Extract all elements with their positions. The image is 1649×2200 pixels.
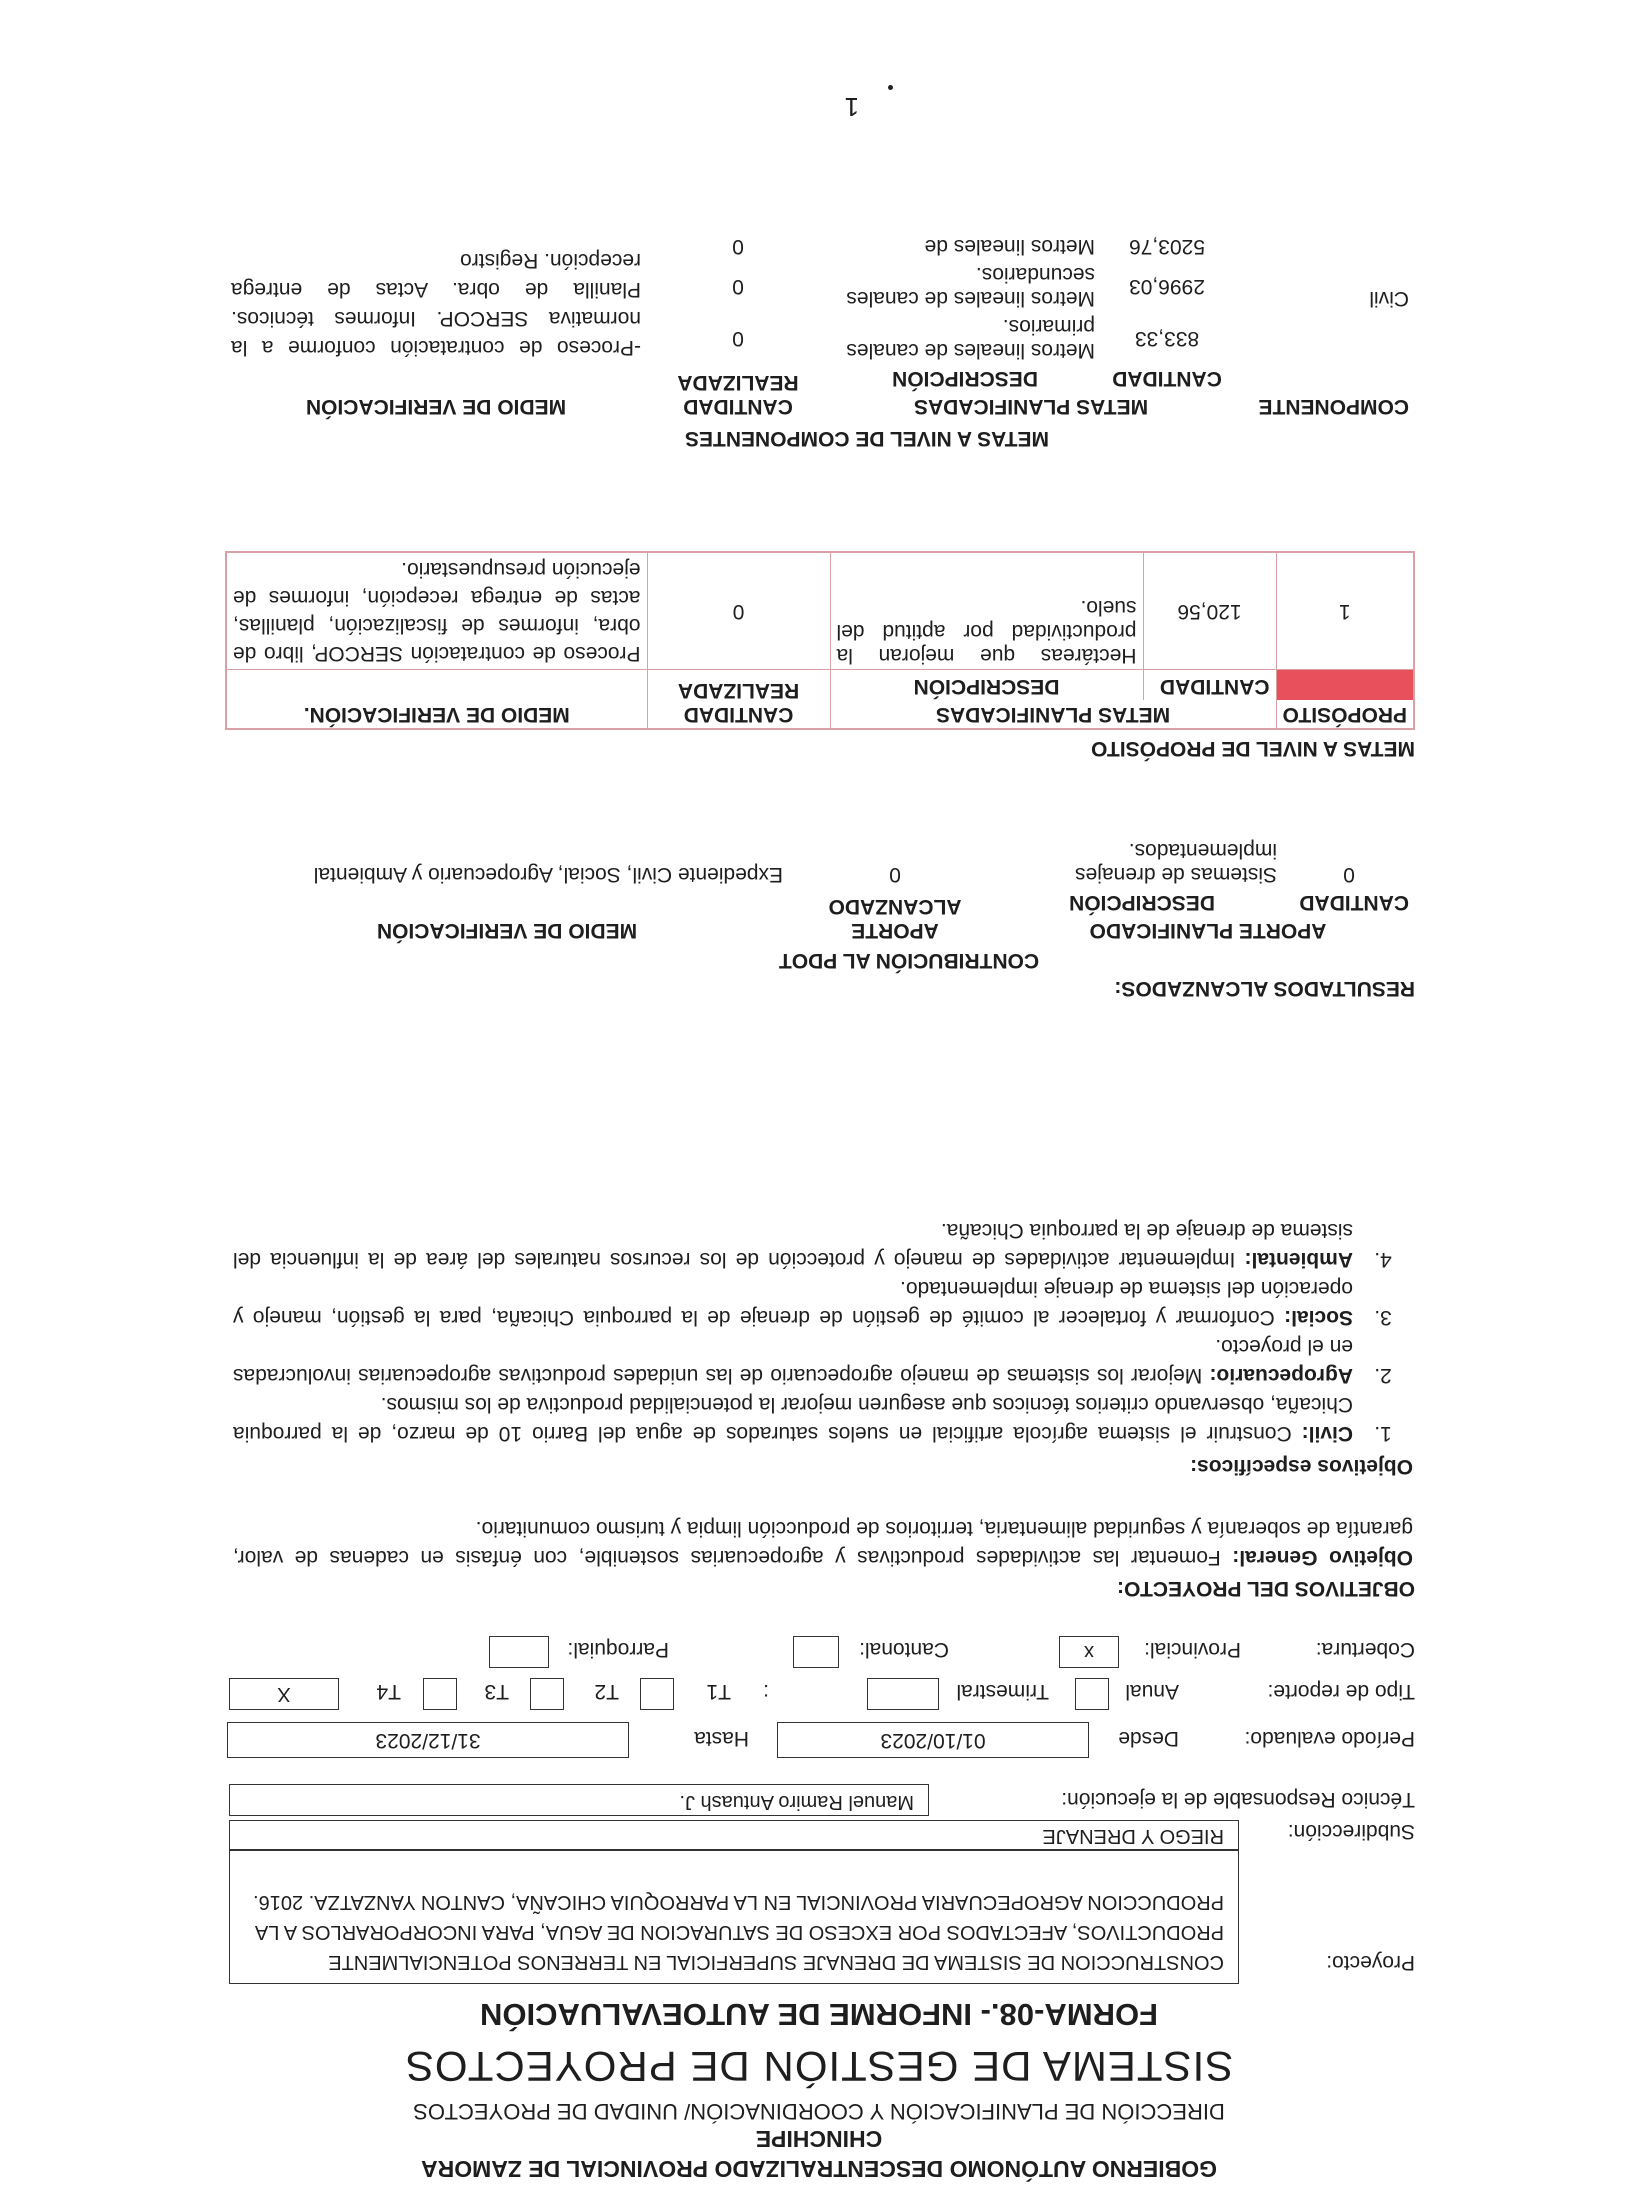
objetivos-title: OBJETIVOS DEL PROYECTO: [1117, 1577, 1415, 1600]
resultados-alcanzado: 0 [889, 863, 901, 886]
parroquial-checkbox[interactable] [489, 1636, 549, 1668]
componentes-table [225, 232, 1415, 420]
desde-label: Desde [1118, 1727, 1179, 1750]
cobertura-label: Cobertura: [1315, 1638, 1415, 1661]
resultados-table [225, 836, 1415, 944]
subdireccion-value: RIEGO Y DRENAJE [229, 1820, 1239, 1850]
proposito-medio-header: MEDIO DE VERIFICACIÓN. [303, 703, 570, 726]
org-title-2: CHINCHIPE [755, 2126, 883, 2152]
componente-realizada: 0 [732, 275, 744, 298]
objetivo-text [233, 1390, 1353, 1448]
proposito-descripcion: Hectáreas que mejoran la productividad por aptitud del suelo. [830, 552, 1143, 670]
aporte-alcanzado-header: APORTE ALCANZADO [828, 895, 962, 942]
objetivo-text [233, 1274, 1353, 1332]
objetivo-body: Mejorar los sistemas de manejo agropecuario de las unidades productivas agropecuarias involucradas en el proyecto. [233, 1335, 1353, 1387]
componente-cantidad: 2996,03 [1129, 275, 1205, 298]
t1-checkbox[interactable] [640, 1678, 674, 1710]
tipo-label: Tipo de reporte: [1267, 1680, 1415, 1703]
hasta-label: Hasta [694, 1727, 749, 1750]
hasta-field[interactable]: 31/12/2023 [227, 1722, 629, 1758]
anual-label: Anual [1125, 1680, 1179, 1703]
objetivos-especificos-label: Objetivos específicos: [1190, 1455, 1413, 1478]
page-number: 1 [844, 92, 859, 122]
cantonal-checkbox[interactable] [793, 1636, 839, 1668]
objetivo-especifico-item [233, 1216, 1413, 1274]
table-row [225, 312, 1415, 364]
tecnico-label: Técnico Responsable de la ejecución: [1061, 1788, 1415, 1811]
trimestral-label: Trimestral [956, 1680, 1049, 1703]
componentes-realizada-header: CANTIDAD REALIZADA [677, 371, 799, 418]
componente-descripcion: Metros lineales de canales secundarios. [846, 263, 1095, 310]
objetivo-num: 1. [1374, 1422, 1392, 1445]
t4-checkbox[interactable]: X [229, 1678, 339, 1710]
objetivo-body: Construir el sistema agrícola artificial en suelos saturados de agua del Barrio 10 de marzo, de la parroquia Chicaña, observando criterios técnicos que aseguren mejorar la potencialidad productiva de los mismos. [233, 1393, 1353, 1445]
anual-checkbox[interactable] [1075, 1678, 1109, 1710]
proposito-cantidad: 120,56 [1143, 552, 1276, 670]
scan-dot [888, 85, 893, 90]
componente-realizada: 0 [732, 235, 744, 258]
componentes-metas-header: METAS PLANIFICADAS [913, 395, 1149, 418]
componente-name: Civil [1369, 287, 1409, 310]
objetivo-label: Civil: [1301, 1422, 1353, 1445]
objetivo-label: Social: [1284, 1306, 1353, 1329]
proposito-realizada: 0 [647, 552, 830, 670]
resultados-descripcion: Sistemas de drenajes implementados. [1075, 839, 1277, 886]
trimestral-checkbox[interactable] [867, 1678, 939, 1710]
proposito-metas-header: METAS PLANIFICADAS [830, 700, 1276, 729]
cantonal-label: Cantonal: [859, 1638, 949, 1661]
proposito-header: PROPÓSITO [1276, 700, 1414, 729]
componentes-descripcion-header: DESCRIPCIÓN [892, 367, 1038, 390]
parroquial-label: Parroquial: [567, 1638, 669, 1661]
objetivo-especifico-item [233, 1274, 1413, 1332]
componente-header: COMPONENTE [1258, 395, 1409, 418]
form-title: FORMA-08.- INFORME DE AUTOEVALUACIÓN [480, 1997, 1158, 2032]
objetivo-label: Agropecuario: [1209, 1364, 1353, 1387]
proposito-highlight [1276, 670, 1414, 701]
componente-medio: -Proceso de contratación conforme a la normativa SERCOP. Informes técnicos. Planilla de obra. Actas de entrega recepción. Registro [231, 249, 641, 359]
objetivo-text [233, 1216, 1353, 1274]
system-title: SISTEMA DE GESTIÓN DE PROYECTOS [404, 2043, 1234, 2090]
project-value: CONSTRUCCION DE SISTEMA DE DRENAJE SUPERFICIAL EN TERRENOS POTENCIALMENTE PRODUCTIVOS, AFECTADOS POR EXCESO DE SATURACION DE AGUA, PARA INCORPORARLOS A LA PRODUCCION AGROPECUARIA PROVINCIAL EN LA PARROQUIA CHICAÑA, CANTON YANZATZA. 2016. [229, 1850, 1239, 1984]
componentes-cantidad-header: CANTIDAD [1112, 367, 1222, 390]
proposito-descripcion-header: DESCRIPCIÓN [830, 670, 1143, 701]
objetivo-especifico-item [233, 1332, 1413, 1390]
objetivo-num: 2. [1374, 1364, 1392, 1387]
objetivo-text [233, 1332, 1353, 1390]
t1-label: T1 [706, 1680, 731, 1703]
componentes-title: METAS A NIVEL DE COMPONENTES [684, 427, 1049, 450]
componente-realizada: 0 [732, 327, 744, 350]
objetivo-especifico-item [233, 1390, 1413, 1448]
provincial-checkbox[interactable]: x [1059, 1636, 1119, 1668]
t2-label: T2 [594, 1680, 619, 1703]
subdireccion-label: Subdirección: [1287, 1820, 1415, 1843]
proposito-title: METAS A NIVEL DE PROPÓSITO [1091, 737, 1415, 760]
componente-cantidad: 833,33 [1134, 327, 1200, 350]
resultados-medio-header: MEDIO DE VERIFICACIÓN [376, 919, 638, 942]
objetivo-general-text: Fomentar las actividades productivas y agropecuarias sostenible, con énfasis en cadenas de valor, garantía de soberanía y seguridad alimentaria, territorios de producción limpia y turismo comunitario. [233, 1517, 1413, 1569]
org-title: GOBIERNO AUTÓNOMO DESCENTRALIZADO PROVINCIAL DE ZAMORA [420, 2156, 1218, 2182]
resultados-descripcion-header: DESCRIPCIÓN [1069, 891, 1215, 914]
proposito-num: 1 [1276, 552, 1414, 670]
resultados-medio: Expediente Civil, Social, Agropecuario y Ambiental [313, 863, 783, 886]
resultados-title: RESULTADOS ALCANZADOS: [1114, 977, 1415, 1000]
objetivo-body: Implementar actividades de manejo y protección de los recursos naturales del área de la influencia del sistema de drenaje de la parroquia Chicaña. [233, 1219, 1353, 1271]
t3-label: T3 [484, 1680, 509, 1703]
periodo-label: Período evaluado: [1244, 1727, 1415, 1750]
resultados-subtitle: CONTRIBUCIÓN AL PDOT [778, 949, 1040, 972]
componentes-medio-header: MEDIO DE VERIFICACIÓN [305, 395, 567, 418]
proposito-table [225, 551, 1415, 730]
project-label: Proyecto: [1326, 1951, 1415, 1974]
componente-descripcion: Metros lineales de canales primarios. [846, 315, 1095, 362]
proposito-realizada-header: CANTIDAD REALIZADA [647, 670, 830, 730]
objetivo-num: 3. [1374, 1306, 1392, 1329]
objetivo-num: 4. [1374, 1248, 1392, 1271]
resultados-cantidad-header: CANTIDAD [1299, 891, 1409, 914]
componente-descripcion: Metros lineales de [924, 235, 1095, 258]
objetivo-general [233, 1514, 1413, 1572]
t2-checkbox[interactable] [530, 1678, 564, 1710]
provincial-label: Provincial: [1144, 1638, 1241, 1661]
proposito-medio: Proceso de contratación SERCOP, libro de obra, informes de fiscalización, planillas, actas de entrega recepción, informes de ejecución presupuestario. [233, 558, 641, 665]
resultados-cantidad: 0 [1343, 863, 1355, 886]
table-row [225, 836, 1415, 888]
tecnico-value: Manuel Ramiro Antuash J. [229, 1784, 929, 1816]
table-row [226, 552, 1414, 670]
proposito-cantidad-header: CANTIDAD [1143, 670, 1276, 701]
aporte-planificado-header: APORTE PLANIFICADO [1089, 919, 1327, 942]
objetivo-body: Conformar y fortalecer al comité de gestión de drenaje de la parroquia Chicaña, para la gestión, manejo y operación del sistema de drenaje implementado. [233, 1277, 1353, 1329]
tipo-colon: : [763, 1680, 769, 1703]
componente-cantidad: 5203,76 [1129, 235, 1205, 258]
objetivo-general-label: Objetivo General: [1232, 1546, 1413, 1569]
desde-field[interactable]: 01/10/2023 [777, 1722, 1089, 1758]
objetivo-label: Ambiental: [1244, 1248, 1353, 1271]
t4-label: T4 [376, 1680, 401, 1703]
dept-title: DIRECCIÓN DE PLANIFICACIÓN Y COORDINACIÓN/ UNIDAD DE PROYECTOS [413, 2099, 1225, 2124]
t3-checkbox[interactable] [423, 1678, 457, 1710]
objetivos-especificos-list [233, 1216, 1413, 1448]
